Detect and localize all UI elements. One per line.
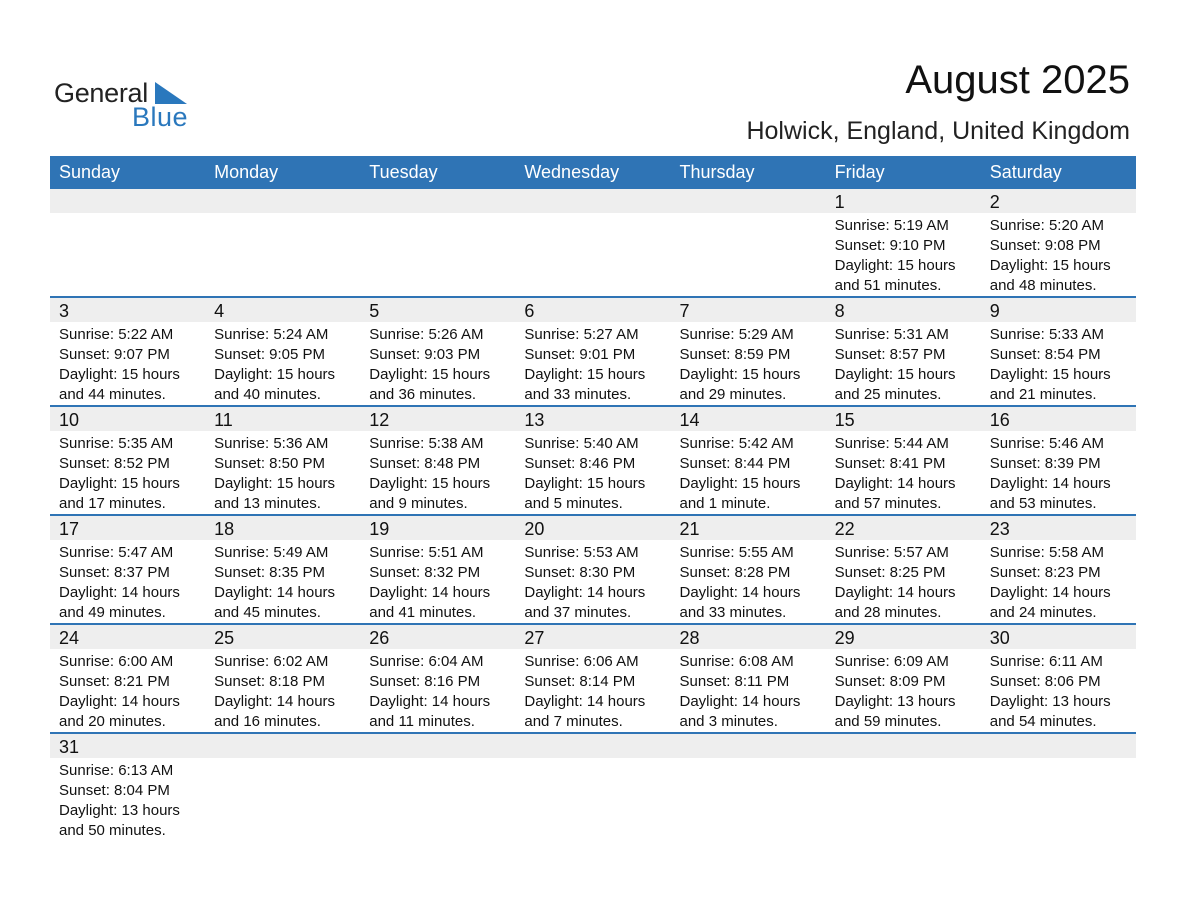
daylight-minutes: and 16 minutes.	[214, 713, 321, 730]
day-cell-19	[360, 516, 515, 623]
daylight-hours: Daylight: 15 hours	[369, 475, 491, 492]
day-cell-5	[360, 298, 515, 405]
daylight-minutes: and 20 minutes.	[59, 713, 166, 730]
daylight-minutes: and 7 minutes.	[524, 713, 623, 730]
daylight-hours: Daylight: 14 hours	[369, 693, 491, 710]
sunrise-time: Sunrise: 5:46 AM	[989, 435, 1104, 452]
day-cell-6	[515, 298, 670, 405]
weekday-friday: Friday	[834, 162, 885, 182]
day-cell-16	[981, 407, 1136, 514]
sunrise-time: Sunrise: 5:20 AM	[989, 217, 1104, 234]
daylight-hours: Daylight: 14 hours	[834, 475, 956, 492]
daylight-hours: Daylight: 14 hours	[679, 584, 801, 601]
day-number: 20	[524, 519, 545, 539]
empty-day-cell	[360, 189, 515, 296]
sunrise-time: Sunrise: 5:26 AM	[369, 326, 484, 343]
day-cell-3	[50, 298, 205, 405]
sunrise-time: Sunrise: 6:08 AM	[679, 653, 794, 670]
day-number: 16	[989, 410, 1010, 430]
sunset-time: Sunset: 8:59 PM	[679, 346, 791, 363]
daylight-minutes: and 41 minutes.	[369, 604, 476, 621]
empty-day-cell	[671, 189, 826, 296]
empty-day-cell	[981, 734, 1136, 843]
daylight-hours: Daylight: 15 hours	[834, 366, 956, 383]
sunrise-time: Sunrise: 6:00 AM	[59, 653, 174, 670]
sunrise-time: Sunrise: 6:09 AM	[834, 653, 949, 670]
day-number: 17	[59, 519, 80, 539]
logo-text-blue: Blue	[132, 102, 189, 132]
sunrise-time: Sunrise: 5:33 AM	[989, 326, 1104, 343]
weekday-header	[50, 156, 1136, 189]
daylight-minutes: and 40 minutes.	[214, 386, 321, 403]
day-number: 19	[369, 519, 390, 539]
sunset-time: Sunset: 8:46 PM	[524, 455, 636, 472]
daylight-minutes: and 57 minutes.	[834, 495, 942, 512]
day-number: 5	[369, 301, 380, 321]
daylight-minutes: and 51 minutes.	[834, 277, 942, 294]
empty-day-cell	[205, 189, 360, 296]
sunrise-time: Sunrise: 6:02 AM	[214, 653, 329, 670]
daylight-hours: Daylight: 13 hours	[989, 693, 1111, 710]
day-cell-15	[826, 407, 981, 514]
day-cell-23	[981, 516, 1136, 623]
day-number: 13	[524, 410, 545, 430]
day-cell-18	[205, 516, 360, 623]
sunset-time: Sunset: 8:41 PM	[834, 455, 946, 472]
daylight-minutes: and 17 minutes.	[59, 495, 166, 512]
day-cell-10	[50, 407, 205, 514]
day-number: 26	[369, 628, 390, 648]
weeks-container	[50, 189, 1136, 843]
sunset-time: Sunset: 8:23 PM	[989, 564, 1101, 581]
sunset-time: Sunset: 8:21 PM	[59, 673, 170, 690]
day-cell-25	[205, 625, 360, 732]
sunrise-time: Sunrise: 5:44 AM	[834, 435, 949, 452]
day-number: 29	[834, 628, 855, 648]
daylight-minutes: and 29 minutes.	[679, 386, 787, 403]
empty-day-cell	[515, 189, 670, 296]
calendar-grid	[50, 156, 1136, 843]
sunset-time: Sunset: 8:39 PM	[989, 455, 1101, 472]
weekday-sunday: Sunday	[59, 162, 121, 182]
daylight-hours: Daylight: 14 hours	[989, 584, 1111, 601]
logo-text-general: General	[54, 78, 148, 108]
day-number: 18	[214, 519, 235, 539]
day-cell-13	[515, 407, 670, 514]
sunset-time: Sunset: 8:11 PM	[679, 673, 790, 690]
sunset-time: Sunset: 8:52 PM	[59, 455, 170, 472]
daylight-hours: Daylight: 15 hours	[679, 366, 801, 383]
daylight-minutes: and 11 minutes.	[369, 713, 475, 730]
sunset-time: Sunset: 8:30 PM	[524, 564, 636, 581]
empty-day-cell	[515, 734, 670, 843]
sunset-time: Sunset: 8:54 PM	[989, 346, 1101, 363]
daylight-minutes: and 13 minutes.	[214, 495, 321, 512]
daylight-hours: Daylight: 14 hours	[214, 693, 336, 710]
daylight-minutes: and 21 minutes.	[989, 386, 1097, 403]
sunset-time: Sunset: 8:35 PM	[214, 564, 326, 581]
sunrise-time: Sunrise: 5:47 AM	[59, 544, 174, 561]
day-number: 11	[214, 410, 233, 430]
sunset-time: Sunset: 8:37 PM	[59, 564, 170, 581]
daylight-hours: Daylight: 15 hours	[214, 475, 336, 492]
day-cell-21	[671, 516, 826, 623]
day-cell-26	[360, 625, 515, 732]
day-cell-30	[981, 625, 1136, 732]
sunset-time: Sunset: 8:04 PM	[59, 782, 170, 799]
generalblue-logo	[54, 78, 194, 132]
day-number: 25	[214, 628, 235, 648]
day-cell-2	[981, 189, 1136, 296]
daylight-minutes: and 59 minutes.	[834, 713, 942, 730]
sunrise-time: Sunrise: 5:42 AM	[679, 435, 794, 452]
week-row	[50, 625, 1136, 734]
week-row	[50, 407, 1136, 516]
daylight-hours: Daylight: 14 hours	[59, 693, 180, 710]
daylight-hours: Daylight: 15 hours	[524, 366, 646, 383]
day-number: 31	[59, 737, 80, 757]
sunset-time: Sunset: 9:07 PM	[59, 346, 170, 363]
daylight-hours: Daylight: 15 hours	[59, 366, 180, 383]
weekday-tuesday: Tuesday	[369, 162, 438, 182]
day-cell-28	[671, 625, 826, 732]
day-number: 2	[989, 192, 1000, 212]
sunrise-time: Sunrise: 6:11 AM	[989, 653, 1103, 670]
daylight-hours: Daylight: 15 hours	[679, 475, 801, 492]
sunrise-time: Sunrise: 6:13 AM	[59, 762, 174, 779]
sunrise-time: Sunrise: 5:49 AM	[214, 544, 329, 561]
daylight-minutes: and 28 minutes.	[834, 604, 942, 621]
day-cell-20	[515, 516, 670, 623]
day-cell-31	[50, 734, 205, 843]
daylight-hours: Daylight: 15 hours	[989, 257, 1111, 274]
day-cell-27	[515, 625, 670, 732]
daylight-minutes: and 33 minutes.	[524, 386, 632, 403]
daylight-hours: Daylight: 13 hours	[834, 693, 956, 710]
sunrise-time: Sunrise: 5:24 AM	[214, 326, 329, 343]
weekday-saturday: Saturday	[989, 162, 1062, 182]
day-number: 24	[59, 628, 80, 648]
day-cell-1	[826, 189, 981, 296]
empty-day-cell	[826, 734, 981, 843]
weekday-monday: Monday	[214, 162, 279, 182]
logo-triangle-icon	[155, 82, 187, 104]
sunset-time: Sunset: 9:01 PM	[524, 346, 636, 363]
daylight-hours: Daylight: 14 hours	[834, 584, 956, 601]
daylight-hours: Daylight: 14 hours	[679, 693, 801, 710]
sunrise-time: Sunrise: 5:53 AM	[524, 544, 639, 561]
daylight-minutes: and 1 minute.	[679, 495, 771, 512]
day-cell-9	[981, 298, 1136, 405]
day-number: 7	[679, 301, 690, 321]
sunset-time: Sunset: 9:08 PM	[989, 237, 1101, 254]
sunrise-time: Sunrise: 5:38 AM	[369, 435, 484, 452]
sunrise-time: Sunrise: 5:58 AM	[989, 544, 1104, 561]
sunset-time: Sunset: 8:14 PM	[524, 673, 636, 690]
day-cell-29	[826, 625, 981, 732]
daylight-minutes: and 3 minutes.	[679, 713, 778, 730]
daylight-minutes: and 33 minutes.	[679, 604, 787, 621]
daylight-hours: Daylight: 15 hours	[214, 366, 336, 383]
daylight-minutes: and 50 minutes.	[59, 822, 166, 839]
day-number: 8	[834, 301, 845, 321]
sunset-time: Sunset: 8:06 PM	[989, 673, 1101, 690]
daylight-hours: Daylight: 14 hours	[214, 584, 336, 601]
weekday-wednesday: Wednesday	[524, 162, 620, 182]
daylight-hours: Daylight: 15 hours	[369, 366, 491, 383]
sunset-time: Sunset: 8:57 PM	[834, 346, 946, 363]
sunset-time: Sunset: 8:18 PM	[214, 673, 326, 690]
day-number: 10	[59, 410, 80, 430]
day-number: 3	[59, 301, 70, 321]
week-row	[50, 298, 1136, 407]
sunrise-time: Sunrise: 5:36 AM	[214, 435, 329, 452]
sunrise-time: Sunrise: 5:31 AM	[834, 326, 949, 343]
sunset-time: Sunset: 9:05 PM	[214, 346, 326, 363]
day-number: 27	[524, 628, 545, 648]
day-number: 30	[989, 628, 1010, 648]
weekday-thursday: Thursday	[679, 162, 755, 182]
sunrise-time: Sunrise: 5:19 AM	[834, 217, 949, 234]
day-cell-12	[360, 407, 515, 514]
daylight-minutes: and 45 minutes.	[214, 604, 321, 621]
daylight-minutes: and 48 minutes.	[989, 277, 1097, 294]
daylight-hours: Daylight: 15 hours	[524, 475, 646, 492]
day-number: 6	[524, 301, 535, 321]
day-cell-17	[50, 516, 205, 623]
empty-day-cell	[50, 189, 205, 296]
day-cell-4	[205, 298, 360, 405]
location-subtitle: Holwick, England, United Kingdom	[746, 117, 1130, 145]
day-cell-22	[826, 516, 981, 623]
daylight-hours: Daylight: 15 hours	[989, 366, 1111, 383]
week-row	[50, 189, 1136, 298]
sunrise-time: Sunrise: 6:04 AM	[369, 653, 484, 670]
day-number: 21	[679, 519, 700, 539]
daylight-minutes: and 25 minutes.	[834, 386, 942, 403]
daylight-hours: Daylight: 13 hours	[59, 802, 180, 819]
empty-day-cell	[205, 734, 360, 843]
day-number: 28	[679, 628, 700, 648]
daylight-minutes: and 37 minutes.	[524, 604, 632, 621]
sunrise-time: Sunrise: 5:51 AM	[369, 544, 484, 561]
daylight-minutes: and 53 minutes.	[989, 495, 1097, 512]
week-row	[50, 516, 1136, 625]
day-number: 1	[834, 192, 845, 212]
daylight-minutes: and 9 minutes.	[369, 495, 468, 512]
empty-day-cell	[360, 734, 515, 843]
sunrise-time: Sunrise: 5:40 AM	[524, 435, 639, 452]
sunset-time: Sunset: 8:09 PM	[834, 673, 946, 690]
sunrise-time: Sunrise: 5:29 AM	[679, 326, 794, 343]
daylight-hours: Daylight: 14 hours	[989, 475, 1111, 492]
day-number: 4	[214, 301, 225, 321]
daylight-minutes: and 24 minutes.	[989, 604, 1097, 621]
daylight-minutes: and 49 minutes.	[59, 604, 166, 621]
sunrise-time: Sunrise: 5:57 AM	[834, 544, 949, 561]
daylight-minutes: and 36 minutes.	[369, 386, 476, 403]
sunset-time: Sunset: 8:28 PM	[679, 564, 791, 581]
day-number: 9	[989, 301, 1000, 321]
day-cell-7	[671, 298, 826, 405]
daylight-minutes: and 5 minutes.	[524, 495, 623, 512]
daylight-hours: Daylight: 15 hours	[834, 257, 956, 274]
sunset-time: Sunset: 9:10 PM	[834, 237, 946, 254]
day-cell-8	[826, 298, 981, 405]
empty-day-cell	[671, 734, 826, 843]
sunset-time: Sunset: 8:50 PM	[214, 455, 326, 472]
sunset-time: Sunset: 9:03 PM	[369, 346, 481, 363]
sunrise-time: Sunrise: 5:27 AM	[524, 326, 639, 343]
day-cell-14	[671, 407, 826, 514]
day-cell-11	[205, 407, 360, 514]
sunset-time: Sunset: 8:32 PM	[369, 564, 481, 581]
week-row	[50, 734, 1136, 843]
daylight-minutes: and 44 minutes.	[59, 386, 166, 403]
sunset-time: Sunset: 8:48 PM	[369, 455, 481, 472]
day-number: 15	[834, 410, 855, 430]
day-cell-24	[50, 625, 205, 732]
daylight-hours: Daylight: 14 hours	[369, 584, 491, 601]
daylight-hours: Daylight: 14 hours	[59, 584, 180, 601]
sunset-time: Sunset: 8:44 PM	[679, 455, 791, 472]
sunrise-time: Sunrise: 5:55 AM	[679, 544, 794, 561]
sunset-time: Sunset: 8:25 PM	[834, 564, 946, 581]
day-number: 23	[989, 519, 1010, 539]
daylight-hours: Daylight: 14 hours	[524, 584, 646, 601]
sunrise-time: Sunrise: 5:22 AM	[59, 326, 174, 343]
daylight-hours: Daylight: 14 hours	[524, 693, 646, 710]
day-number: 14	[679, 410, 700, 430]
sunrise-time: Sunrise: 6:06 AM	[524, 653, 639, 670]
sunset-time: Sunset: 8:16 PM	[369, 673, 481, 690]
page-title: August 2025	[905, 58, 1130, 102]
day-number: 22	[834, 519, 855, 539]
sunrise-time: Sunrise: 5:35 AM	[59, 435, 174, 452]
day-number: 12	[369, 410, 390, 430]
daylight-hours: Daylight: 15 hours	[59, 475, 180, 492]
daylight-minutes: and 54 minutes.	[989, 713, 1097, 730]
